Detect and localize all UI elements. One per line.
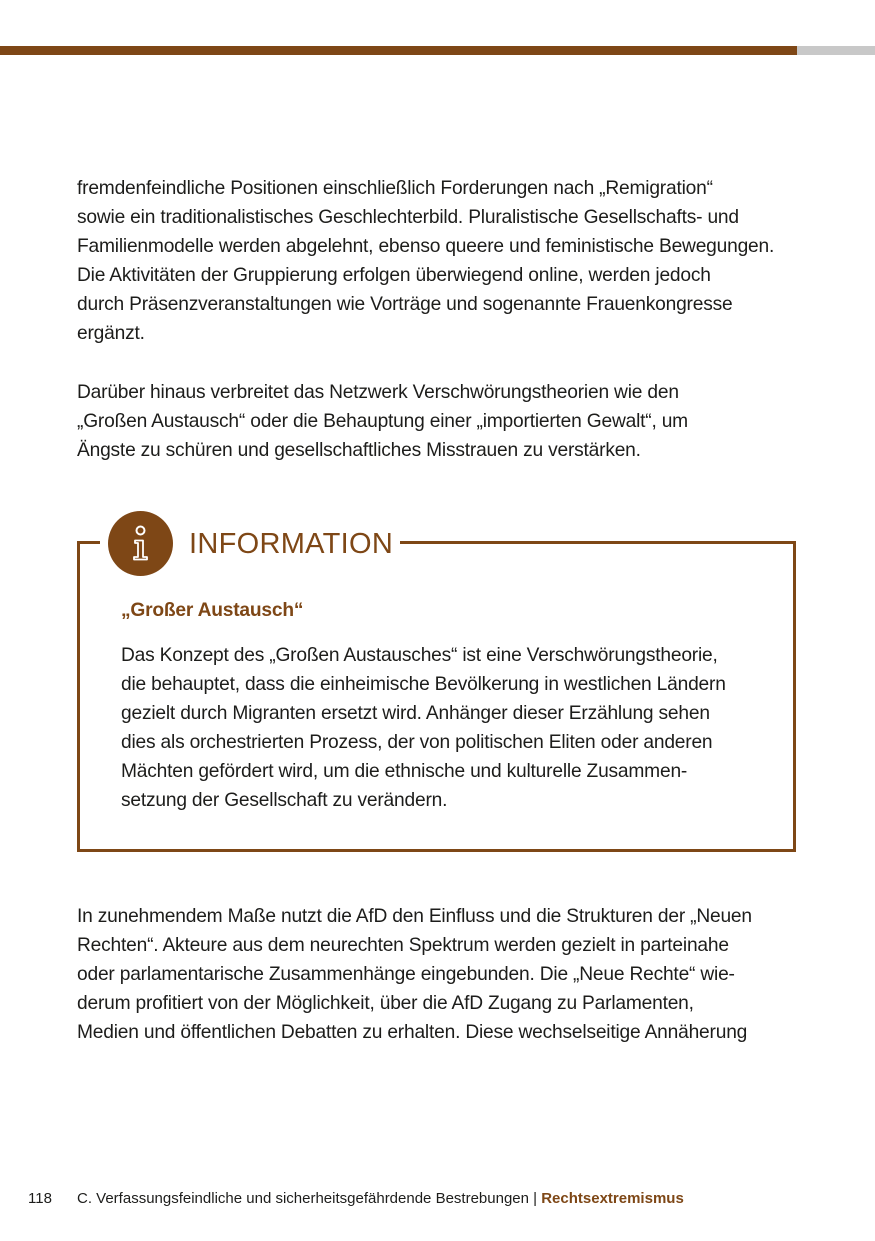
text-line: dies als orchestrierten Prozess, der von politischen Eliten oder anderen <box>121 732 713 753</box>
info-icon <box>108 511 173 576</box>
information-text <box>121 641 761 815</box>
text-line: derum profitiert von der Möglichkeit, über die AfD Zugang zu Parlamenten, <box>77 993 694 1014</box>
footer-chapter: Rechtsextremismus <box>541 1190 684 1207</box>
footer-separator: | <box>528 1190 542 1207</box>
text-line: sowie ein traditionalistisches Geschlechterbild. Pluralistische Gesellschafts- und <box>77 207 739 228</box>
text-line: die behauptet, dass die einheimische Bevölkerung in westlichen Ländern <box>121 674 726 695</box>
header-accent-bar <box>0 46 797 55</box>
text-line: „Großen Austausch“ oder die Behauptung einer „importierten Gewalt“, um <box>77 411 688 432</box>
text-line: Familienmodelle werden abgelehnt, ebenso queere und feministische Bewegungen. <box>77 236 775 257</box>
text-line: Mächten gefördert wird, um die ethnische und kulturelle Zusammen- <box>121 761 688 782</box>
text-line: Die Aktivitäten der Gruppierung erfolgen überwiegend online, werden jedoch <box>77 265 711 286</box>
text-line: fremdenfeindliche Positionen einschließlich Forderungen nach „Remigration“ <box>77 178 713 199</box>
text-line: Medien und öffentlichen Debatten zu erhalten. Diese wechselseitige Annäherung <box>77 1022 748 1043</box>
text-line: setzung der Gesellschaft zu verändern. <box>121 790 448 811</box>
text-line: Rechten“. Akteure aus dem neurechten Spektrum werden gezielt in parteinahe <box>77 935 729 956</box>
text-line: gezielt durch Migranten ersetzt wird. Anhänger dieser Erzählung sehen <box>121 703 710 724</box>
text-line: Darüber hinaus verbreitet das Netzwerk Verschwörungstheorien wie den <box>77 382 679 403</box>
paragraph-1 <box>77 174 797 348</box>
paragraph-3 <box>77 902 797 1047</box>
text-line: In zunehmendem Maße nutzt die AfD den Einfluss und die Strukturen der „Neuen <box>77 906 752 927</box>
running-footer <box>77 1189 684 1209</box>
header-gray-bar <box>797 46 875 55</box>
page-number: 118 <box>28 1190 52 1207</box>
text-line: Das Konzept des „Großen Austausches“ ist eine Verschwörungstheorie, <box>121 645 718 666</box>
text-line: Ängste zu schüren und gesellschaftliches Misstrauen zu verstärken. <box>77 440 641 461</box>
text-line: ergänzt. <box>77 323 145 344</box>
information-title: INFORMATION <box>189 528 394 560</box>
text-line: oder parlamentarische Zusammenhänge eingebunden. Die „Neue Rechte“ wie- <box>77 964 735 985</box>
paragraph-2 <box>77 378 797 465</box>
footer-section: C. Verfassungsfeindliche und sicherheitsgefährdende Bestrebungen <box>77 1190 529 1207</box>
information-subtitle: „Großer Austausch“ <box>121 600 304 621</box>
text-line: durch Präsenzveranstaltungen wie Vorträge und sogenannte Frauenkongresse <box>77 294 733 315</box>
